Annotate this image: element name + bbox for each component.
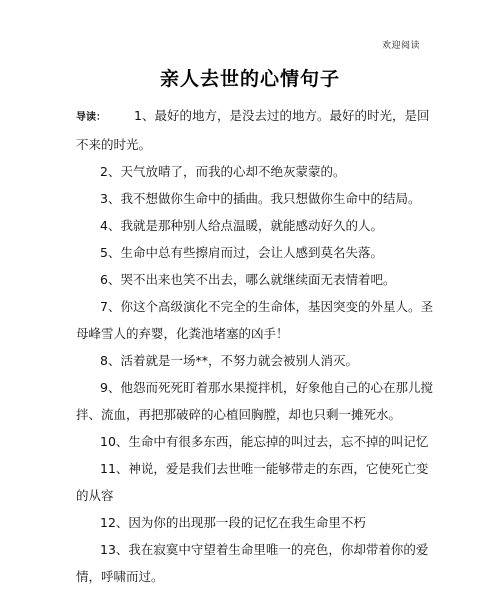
paragraph-3: 3、我不想做你生命中的插曲。我只想做你生命中的结局。 (100, 191, 421, 206)
paragraph-2: 2、天气放晴了，而我的心却不绝灰蒙蒙的。 (100, 164, 346, 179)
lead-label: 导读： (76, 112, 106, 123)
paragraph-9: 9、他怨而死死盯着那水果搅拌机，好象他自己的心在那儿搅拌、流血，再把那破碎的心植回胸膛，却也只剩一摊死水。 (76, 380, 433, 422)
paragraph-4: 4、我就是那种别人给点温暖，就能感动好久的人。 (100, 218, 383, 233)
paragraph-11: 11、神说，爱是我们去世唯一能够带走的东西，它使死亡变的从容 (76, 461, 429, 503)
paragraph-text: 1、最好的地方，是没去过的地方。最好的时光，是回不来的时光。 (76, 108, 430, 152)
paragraph-5: 5、生命中总有些擦肩而过，会让人感到莫名失落。 (100, 245, 383, 260)
paragraph-7: 7、你这个高级演化不完全的生命体，基因突变的外星人。圣母峰雪人的弃婴，化粪池堵塞的凶手！ (76, 299, 433, 341)
paragraph-8: 8、活着就是一场**，不努力就会被别人消灭。 (100, 353, 358, 368)
page-title: 亲人去世的心情句子 (159, 68, 340, 90)
paragraph-12: 12、因为你的出现那一段的记忆在我生命里不朽 (100, 515, 366, 530)
paragraph-6: 6、哭不出来也笑不出去，哪么就继续面无表情着吧。 (100, 272, 396, 287)
paragraph-13: 13、我在寂寞中守望着生命里唯一的亮色，你却带着你的爱情，呼啸而过。 (76, 542, 429, 584)
paragraph-1 (76, 102, 436, 158)
article-body (76, 102, 436, 590)
header-note: 欢迎阅读 (381, 41, 420, 51)
paragraph-10: 10、生命中有很多东西，能忘掉的叫过去，忘不掉的叫记忆 (100, 434, 429, 449)
